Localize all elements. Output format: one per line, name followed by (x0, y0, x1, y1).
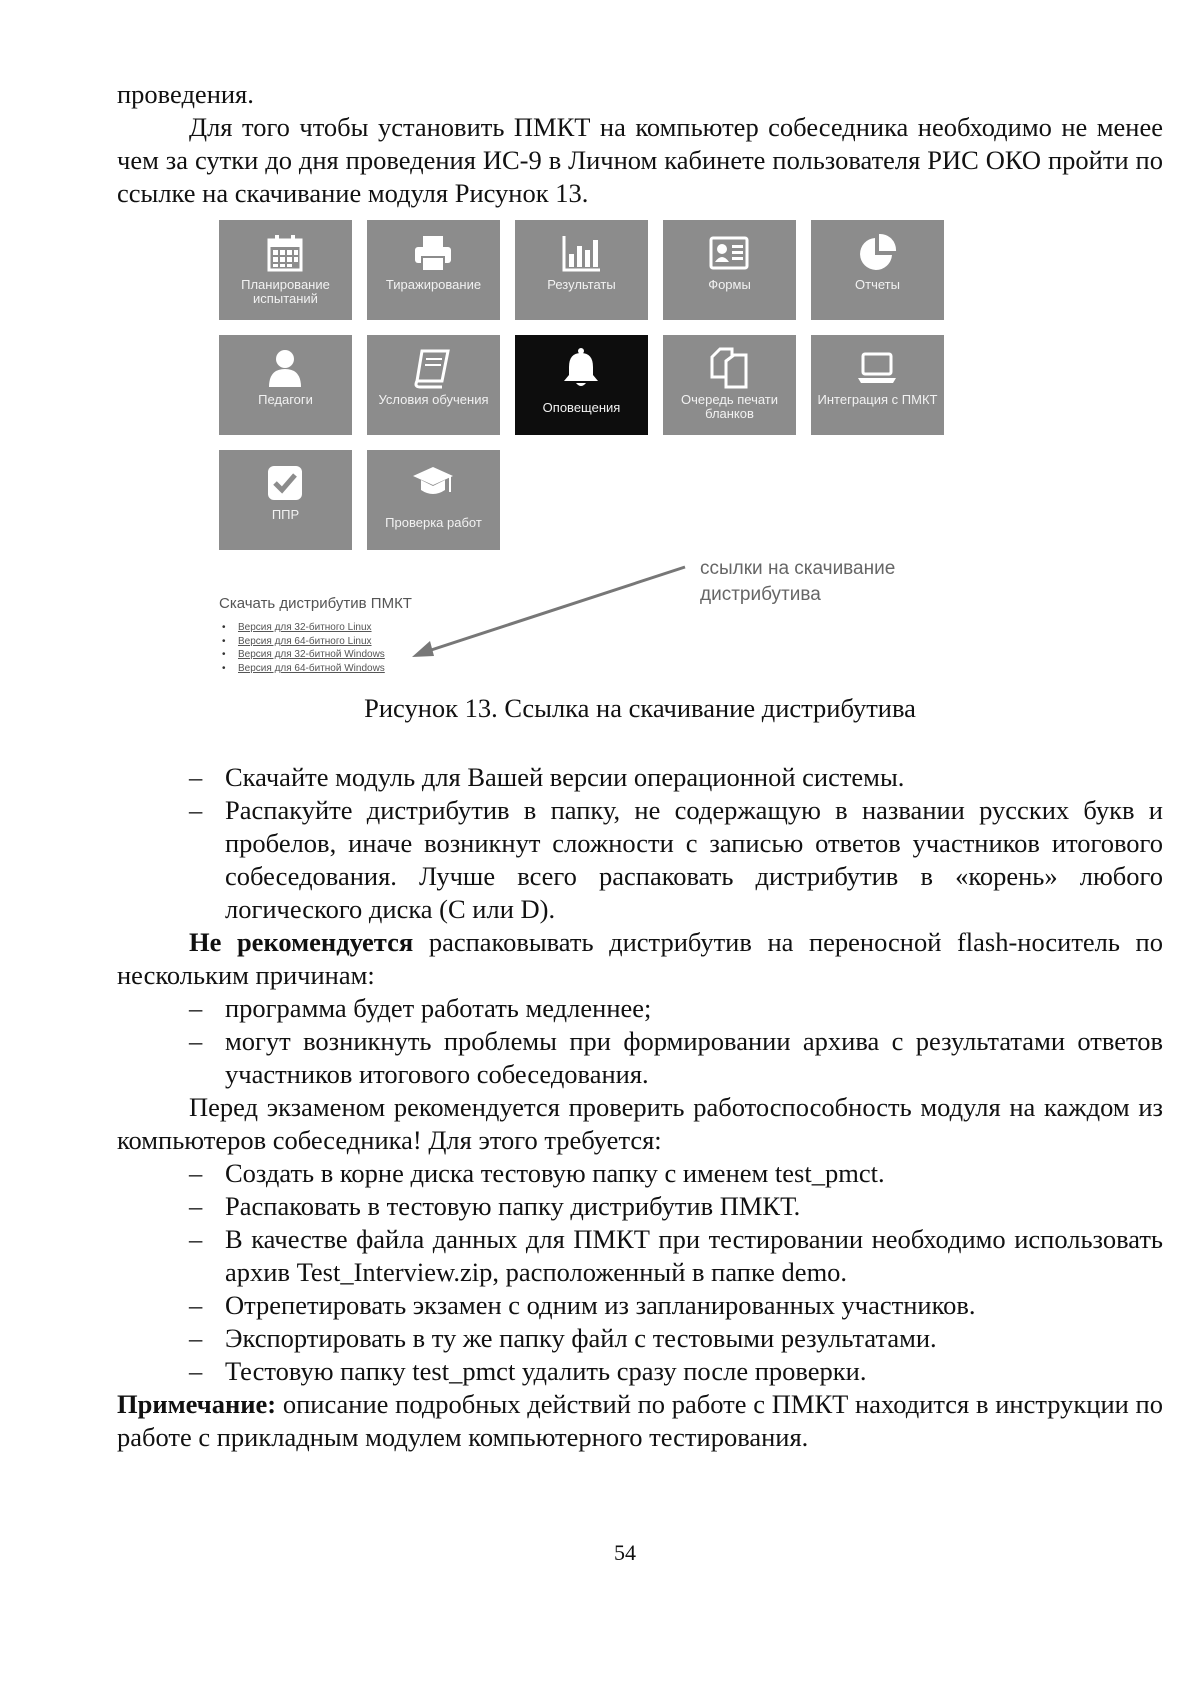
tile-label: Очередь печати бланков (680, 392, 779, 421)
list-item (117, 761, 1163, 794)
intro-block (117, 78, 1163, 210)
checkbox-icon (264, 462, 306, 504)
list-item (117, 992, 1163, 1025)
list-item (117, 1355, 1163, 1388)
tile-label: Проверка работ (385, 515, 482, 530)
copy-icon (708, 347, 750, 389)
tile-reports[interactable] (811, 220, 944, 320)
tile-label: Оповещения (542, 400, 621, 415)
list-text: программа будет работать медленнее; (225, 993, 652, 1023)
list-item (117, 794, 1163, 926)
intro-line: проведения. (117, 79, 254, 109)
tile-results[interactable] (515, 220, 648, 320)
annotation-line: ссылки на скачивание (700, 558, 896, 579)
list-item (117, 1223, 1163, 1289)
warning-text: распаковывать дистрибутив на переносной flash-носитель по нескольким причинам: (117, 927, 1163, 990)
calendar-icon (264, 232, 306, 274)
book-icon (412, 347, 454, 389)
list-item (117, 1025, 1163, 1091)
id-card-icon (708, 232, 750, 274)
tile-checking[interactable] (367, 450, 500, 550)
download-link-linux-32[interactable]: • Версия для 32-битного Linux (222, 621, 385, 635)
list-text: могут возникнуть проблемы при формировании архива с результатами ответов участников итогового собеседования. (225, 1026, 1163, 1089)
laptop-icon (856, 347, 898, 389)
list-text: Распаковать в тестовую папку дистрибутив ПМКТ. (225, 1191, 801, 1221)
user-icon (264, 347, 306, 389)
list-item (117, 1190, 1163, 1223)
printer-icon (412, 232, 454, 274)
dash: – (189, 1191, 203, 1221)
tile-label: Условия обучения (378, 392, 489, 407)
download-links (222, 621, 385, 675)
download-link-windows-32[interactable]: • Версия для 32-битной Windows (222, 648, 385, 662)
list-item (117, 1289, 1163, 1322)
tile-label: Тиражирование (385, 277, 482, 292)
list-text: Отрепетировать экзамен с одним из запланированных участников. (225, 1290, 976, 1320)
dash: – (189, 1290, 203, 1320)
dash: – (189, 1026, 203, 1056)
note-bold: Примечание: (117, 1389, 277, 1419)
note-text: описание подробных действий по работе с ПМКТ находится в инструкции по работе с прикладным модулем компьютерного тестирования. (117, 1389, 1163, 1452)
tile-label: ППР (271, 507, 300, 522)
tile-label: Планирование испытаний (241, 277, 330, 306)
arrow-icon (400, 555, 690, 665)
list-text: Экспортировать в ту же папку файл с тестовыми результатами. (225, 1323, 937, 1353)
tile-label: Отчеты (855, 277, 900, 292)
check-paragraph: Перед экзаменом рекомендуется проверить работоспособность модуля на каждом из компьютеров собеседника! Для этого требуется: (117, 1092, 1163, 1155)
pie-chart-icon (856, 232, 898, 274)
dash: – (189, 762, 203, 792)
tile-integration[interactable] (811, 335, 944, 435)
dash: – (189, 993, 203, 1023)
list-text: В качестве файла данных для ПМКТ при тестировании необходимо использовать архив Test_Interview.zip, расположенный в папке demo. (225, 1224, 1163, 1287)
annotation (700, 556, 895, 608)
list-text: Тестовую папку test_pmct удалить сразу после проверки. (225, 1356, 867, 1386)
dash: – (189, 1158, 203, 1188)
tile-conditions[interactable] (367, 335, 500, 435)
dash: – (189, 1323, 203, 1353)
graduation-cap-icon (412, 462, 454, 504)
tile-planning[interactable] (219, 220, 352, 320)
intro-paragraph: Для того чтобы установить ПМКТ на компьютер собеседника необходимо не менее чем за сутки до дня проведения ИС-9 в Личном кабинете пользователя РИС ОКО пройти по ссылке на скачивание модуля Рисунок 13. (117, 112, 1163, 208)
dash: – (189, 795, 203, 825)
tile-replication[interactable] (367, 220, 500, 320)
dash: – (189, 1356, 203, 1386)
tile-notifications[interactable] (515, 335, 648, 435)
list-text: Создать в корне диска тестовую папку с именем test_pmct. (225, 1158, 885, 1188)
list-item (117, 1157, 1163, 1190)
tile-print-queue[interactable] (663, 335, 796, 435)
dash: – (189, 1224, 203, 1254)
warning-bold: Не рекомендуется (189, 927, 414, 957)
tile-label: Результаты (547, 277, 616, 292)
tile-label: Интеграция с ПМКТ (817, 392, 938, 407)
tile-label: Формы (708, 277, 751, 292)
warning-paragraph (117, 926, 1163, 992)
list-text: Распакуйте дистрибутив в папку, не содержащую в названии русских букв и пробелов, иначе возникнут сложности с записью ответов участников итогового собеседования. Лучше всего распаковать дистрибутив в «корень» любого логического диска (C или D). (225, 795, 1163, 924)
bell-icon (560, 347, 602, 389)
page-number: 54 (614, 1540, 636, 1565)
figure-caption: Рисунок 13. Ссылка на скачивание дистрибутива (364, 693, 916, 723)
tile-ppr[interactable] (219, 450, 352, 550)
bar-chart-icon (560, 232, 602, 274)
tile-teachers[interactable] (219, 335, 352, 435)
tile-forms[interactable] (663, 220, 796, 320)
list-item (117, 1322, 1163, 1355)
download-title: Скачать дистрибутив ПМКТ (219, 595, 412, 612)
annotation-line: дистрибутива (700, 584, 821, 605)
download-link-linux-64[interactable]: • Версия для 64-битного Linux (222, 635, 385, 649)
download-link-windows-64[interactable]: • Версия для 64-битной Windows (222, 662, 385, 676)
note-paragraph (117, 1388, 1163, 1454)
tile-label: Педагоги (258, 392, 313, 407)
body-text (117, 761, 1163, 1454)
list-text: Скачайте модуль для Вашей версии операционной системы. (225, 762, 905, 792)
